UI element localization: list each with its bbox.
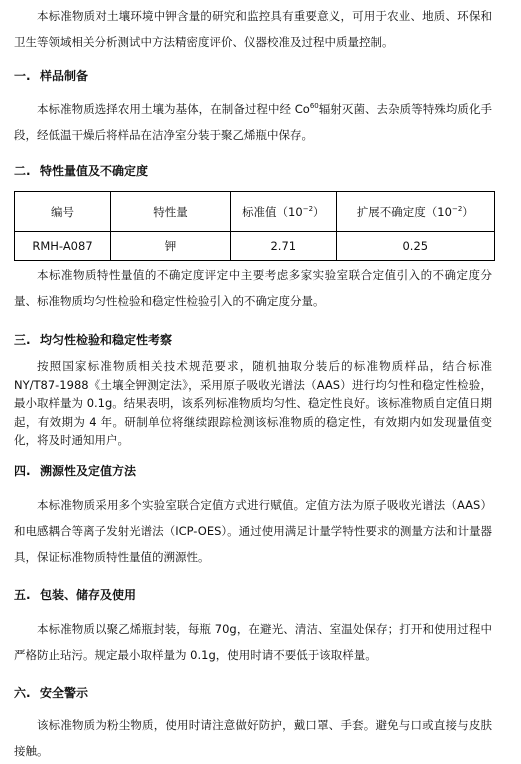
- section-heading-4: [14, 462, 136, 479]
- cell-id: RMH-A087: [15, 232, 111, 261]
- section-number: 二.: [14, 164, 31, 178]
- section-number: 一.: [14, 69, 31, 83]
- table-header-uncertainty: [336, 192, 494, 232]
- section-body-3: 按照国家标准物质相关技术规范要求，随机抽取分装后的标准物质样品，结合标准NY/T87-1988《土壤全钾测定法》，采用原子吸收光谱法（AAS）进行均匀性和稳定性检验，最小取样量为 0.1g。结果表明，该系列标准物质均匀性、稳定性良好。该标准物质自定值日期起，有效期为 4 年。研制单位将继续跟踪检测该标准物质的稳定性，有效期内如发现量值变化，将及时通知用户。: [14, 359, 492, 447]
- section-title: 溯源性及定值方法: [40, 464, 137, 478]
- body-text: 本标准物质选择农用土壤为基体，在制备过程中经 Co: [37, 101, 310, 116]
- section-body-5: 本标准物质以聚乙烯瓶封装，每瓶 70g，在避光、清洁、室温处保存；打开和使用过程中严格防止玷污。规定最小取样量为 0.1g，使用时请不要低于该取样量。: [14, 622, 492, 662]
- section-body-6: 该标准物质为粉尘物质，使用时请注意做好防护，戴口罩、手套。避免与口或直接与皮肤接触。: [14, 718, 492, 758]
- header-exponent: −2: [302, 204, 314, 213]
- section-number: 六.: [14, 686, 31, 700]
- intro-paragraph: 本标准物质对土壤环境中钾含量的研究和监控具有重要意义，可用于农业、地质、环保和卫生等领域相关分析测试中方法精密度评价、仪器校准及过程中质量控制。: [14, 9, 492, 49]
- section-heading-3: [14, 331, 172, 348]
- table-header-property: 特性量: [111, 192, 231, 232]
- body-text: 辐射灭菌、去杂质等特殊均质化手段，经低温干燥后将样品在洁净室分装于聚乙烯瓶中保存。: [14, 101, 492, 142]
- section-number: 五.: [14, 588, 31, 602]
- property-value-table: [14, 191, 495, 261]
- header-text: 标准值（10: [242, 204, 303, 219]
- section-body-4: 本标准物质采用多个实验室联合定值方式进行赋值。定值方法为原子吸收光谱法（AAS）和电感耦合等离子发射光谱法（ICP-OES）。通过使用满足计量学特性要求的测量方法和计量器具，保证标准物质特性量值的溯源性。: [14, 498, 492, 564]
- header-text: 扩展不确定度（10: [356, 204, 452, 219]
- section-body-1: [14, 93, 492, 148]
- cell-property: 钾: [111, 232, 231, 261]
- table-header-row: [15, 192, 495, 232]
- uncertainty-note: 本标准物质特性量值的不确定度评定中主要考虑多家实验室联合定值引入的不确定度分量、标准物质均匀性检验和稳定性检验引入的不确定度分量。: [14, 268, 492, 308]
- header-paren: ）: [462, 204, 474, 219]
- table-header-id: 编号: [15, 192, 111, 232]
- cell-uncertainty: 0.25: [336, 232, 494, 261]
- section-number: 四.: [14, 464, 31, 478]
- isotope-superscript: 60: [309, 102, 319, 110]
- header-exponent: −2: [451, 204, 463, 213]
- section-title: 特性量值及不确定度: [40, 164, 149, 178]
- header-paren: ）: [313, 204, 325, 219]
- section-title: 安全警示: [40, 686, 89, 700]
- section-title: 样品制备: [40, 69, 89, 83]
- table-row: [15, 232, 495, 261]
- section-title: 均匀性检验和稳定性考察: [40, 333, 173, 347]
- section-number: 三.: [14, 333, 31, 347]
- section-heading-2: [14, 162, 148, 179]
- table-header-standard-value: [231, 192, 337, 232]
- section-title: 包装、储存及使用: [40, 588, 137, 602]
- section-heading-5: [14, 586, 136, 603]
- section-heading-6: [14, 684, 88, 701]
- cell-standard-value: 2.71: [231, 232, 337, 261]
- section-heading-1: [14, 67, 88, 84]
